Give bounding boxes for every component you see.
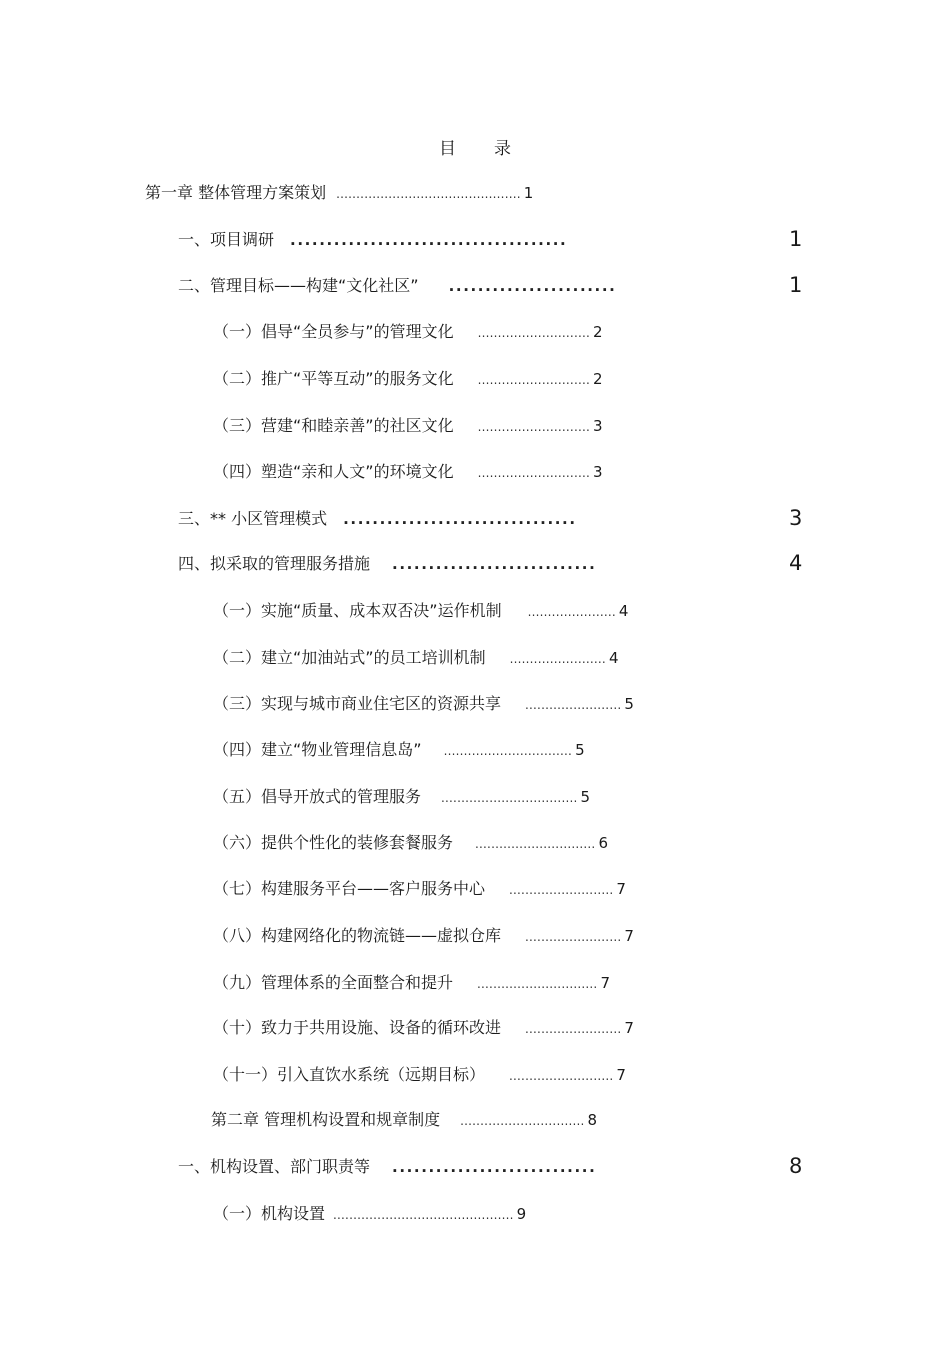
toc-entry-dots: ........................ — [525, 1022, 622, 1036]
toc-entry-page: 2 — [593, 323, 603, 341]
toc-entry-subsection[interactable] — [213, 831, 608, 855]
toc-entry-page: 7 — [616, 880, 626, 898]
toc-entry-text: （六）提供个性化的装修套餐服务 — [213, 833, 454, 852]
toc-entry-dots: .................................. — [441, 791, 578, 805]
toc-entry-subsection[interactable] — [213, 1202, 526, 1226]
toc-entry-dots: ....................... — [448, 277, 617, 295]
toc-entry-page: 6 — [598, 834, 608, 852]
toc-entry-page: 5 — [624, 695, 634, 713]
toc-entry-page: 1 — [789, 273, 803, 297]
toc-entry-dots: ............................ — [477, 466, 590, 480]
toc-entry-chapter-1[interactable] — [145, 181, 533, 205]
toc-entry-text: （十）致力于共用设施、设备的循环改进 — [213, 1018, 502, 1037]
toc-entry-dots: ............................ — [477, 420, 590, 434]
toc-entry-subsection[interactable] — [213, 367, 603, 391]
toc-entry-text: 第一章 整体管理方案策划 — [145, 183, 327, 202]
toc-entry-dots: ............................... — [460, 1114, 585, 1128]
toc-entry-subsection[interactable] — [213, 414, 603, 438]
toc-entry-page: 3 — [593, 417, 603, 435]
toc-entry-section-4[interactable] — [178, 552, 596, 576]
toc-entry-subsection[interactable] — [213, 460, 603, 484]
toc-entry-dots: ............................ — [477, 326, 590, 340]
toc-entry-text: （八）构建网络化的物流链——虚拟仓库 — [213, 926, 502, 945]
toc-entry-section-2[interactable] — [178, 274, 616, 298]
toc-entry-page: 8 — [789, 1154, 803, 1178]
toc-title — [0, 134, 950, 159]
toc-entry-dots: ...................................... — [290, 231, 568, 249]
toc-entry-page: 4 — [618, 602, 629, 620]
toc-entry-section-1-ch2[interactable] — [178, 1155, 596, 1179]
toc-entry-text: （三）营建“和睦亲善”的社区文化 — [213, 416, 454, 435]
toc-entry-page: 5 — [575, 741, 585, 759]
toc-entry-text: 第二章 管理机构设置和规章制度 — [211, 1110, 441, 1129]
toc-entry-dots: ............................ — [392, 1158, 597, 1176]
toc-entry-subsection[interactable] — [213, 646, 619, 670]
toc-entry-dots: .......................... — [509, 883, 614, 897]
toc-entry-page: 7 — [616, 1066, 626, 1084]
toc-entry-text: 一、机构设置、部门职责等 — [178, 1157, 371, 1176]
toc-entry-subsection[interactable] — [213, 877, 626, 901]
toc-entry-page: 3 — [593, 463, 603, 481]
toc-entry-page: 7 — [600, 974, 610, 992]
toc-entry-text: （四）建立“物业管理信息岛” — [213, 740, 422, 759]
toc-entry-text: （一）机构设置 — [213, 1204, 326, 1223]
toc-entry-text: （三）实现与城市商业住宅区的资源共享 — [213, 694, 502, 713]
toc-entry-page: 4 — [789, 551, 803, 575]
toc-entry-text: 二、管理目标——构建“文化社区” — [178, 276, 419, 295]
toc-entry-dots: ................................ — [443, 744, 573, 758]
toc-entry-page: 3 — [789, 506, 803, 530]
toc-entry-text: （十一）引入直饮水系统（远期目标） — [213, 1065, 486, 1084]
toc-entry-text: （一）倡导“全员参与”的管理文化 — [213, 322, 454, 341]
toc-entry-chapter-2[interactable] — [211, 1108, 597, 1132]
toc-entry-page: 2 — [593, 370, 603, 388]
toc-entry-text: （四）塑造“亲和人文”的环境文化 — [213, 462, 454, 481]
toc-entry-subsection[interactable] — [213, 785, 590, 809]
toc-entry-subsection[interactable] — [213, 1016, 634, 1040]
toc-entry-subsection[interactable] — [213, 971, 610, 995]
toc-entry-dots: ...................... — [527, 605, 616, 619]
toc-entry-text: 三、** 小区管理模式 — [178, 509, 328, 528]
toc-entry-page: 5 — [580, 788, 591, 806]
toc-entry-section-3[interactable] — [178, 507, 577, 531]
toc-entry-page: 9 — [516, 1205, 527, 1223]
toc-entry-dots: .......................... — [509, 1069, 614, 1083]
toc-entry-subsection[interactable] — [213, 599, 628, 623]
toc-entry-dots: ........................ — [525, 930, 622, 944]
toc-entry-subsection[interactable] — [213, 692, 634, 716]
toc-entry-subsection[interactable] — [213, 738, 585, 762]
toc-entry-dots: ................................ — [343, 510, 577, 528]
toc-entry-dots: .............................. — [475, 837, 596, 851]
toc-entry-subsection[interactable] — [213, 320, 603, 344]
toc-entry-text: （五）倡导开放式的管理服务 — [213, 787, 422, 806]
toc-entry-dots: ........................ — [525, 698, 622, 712]
toc-entry-subsection[interactable] — [213, 1063, 626, 1087]
toc-entry-dots: ............................ — [477, 373, 590, 387]
toc-title-char-2: 录 — [494, 139, 511, 159]
toc-entry-dots: ........................ — [509, 652, 606, 666]
toc-entry-text: （二）建立“加油站式”的员工培训机制 — [213, 648, 486, 667]
toc-entry-page: 1 — [523, 184, 534, 202]
toc-entry-page: 1 — [789, 227, 803, 251]
toc-entry-dots: ............................................. — [333, 1208, 514, 1222]
toc-entry-page: 8 — [587, 1111, 598, 1129]
toc-entry-text: 四、拟采取的管理服务措施 — [178, 554, 371, 573]
toc-title-char-1: 目 — [439, 139, 456, 159]
toc-entry-subsection[interactable] — [213, 924, 634, 948]
toc-entry-dots: .............................................. — [336, 187, 521, 201]
toc-entry-page: 7 — [624, 927, 634, 945]
toc-entry-page: 4 — [608, 649, 619, 667]
toc-entry-text: （七）构建服务平台——客户服务中心 — [213, 879, 486, 898]
toc-entry-section-1[interactable] — [178, 228, 567, 252]
toc-entry-text: 一、项目调研 — [178, 230, 275, 249]
toc-entry-text: （二）推广“平等互动”的服务文化 — [213, 369, 454, 388]
toc-entry-text: （一）实施“质量、成本双否决”运作机制 — [213, 601, 502, 620]
toc-entry-text: （九）管理体系的全面整合和提升 — [213, 973, 454, 992]
toc-entry-page: 7 — [624, 1019, 634, 1037]
toc-entry-dots: .............................. — [477, 977, 598, 991]
toc-entry-dots: ............................ — [392, 555, 597, 573]
